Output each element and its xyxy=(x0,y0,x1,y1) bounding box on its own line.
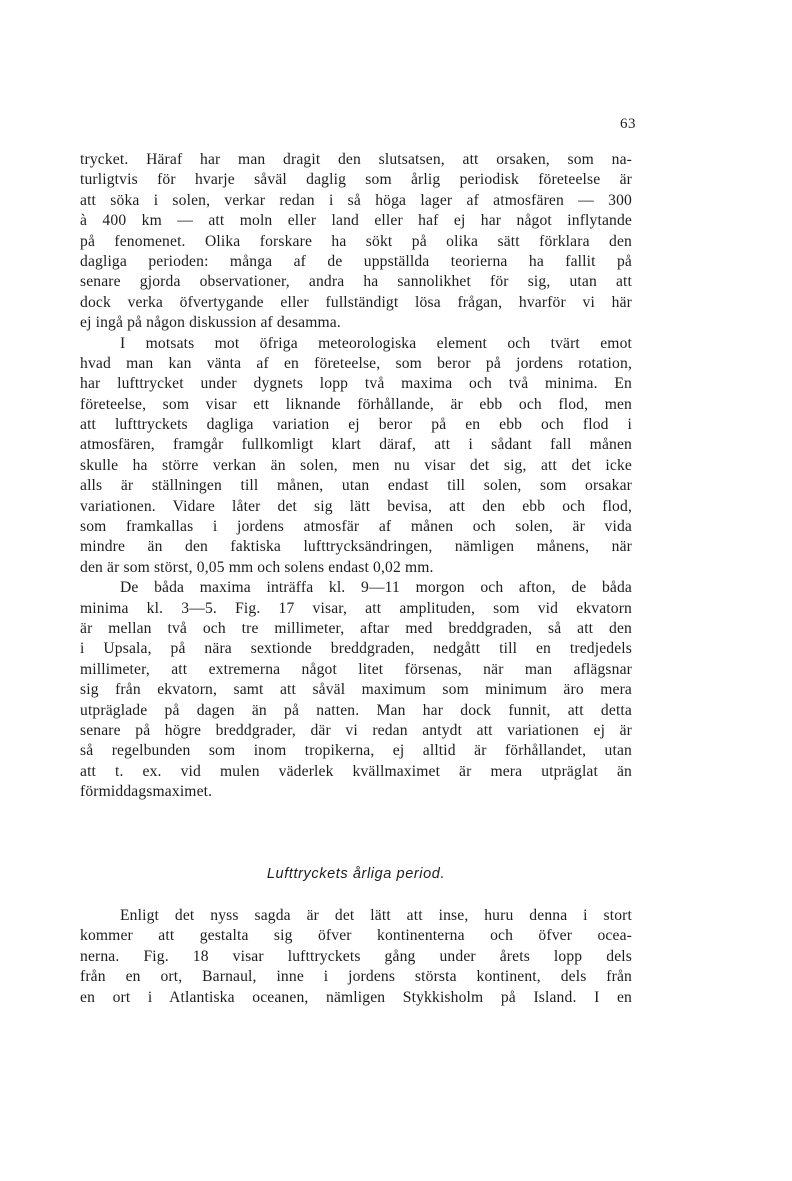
text-line: nerna. Fig. 18 visar lufttryckets gång under årets lopp dels xyxy=(80,947,632,965)
text-line: De båda maxima inträffa kl. 9—11 morgon och afton, de båda xyxy=(120,579,632,597)
text-line: att lufttryckets dagliga variation ej beror på en ebb och flod i xyxy=(80,416,632,434)
text-line: som framkallas i jordens atmosfär af månen och solen, är vida xyxy=(80,518,632,536)
text-line: att söka i solen, verkar redan i så höga lager af atmosfären — 300 xyxy=(80,191,632,209)
text-line: senare gjorda observationer, andra ha sannolikhet för sig, utan att xyxy=(80,273,632,291)
page-number: 63 xyxy=(620,116,636,132)
text-line: alls är ställningen till månen, utan endast till solen, som orsakar xyxy=(80,477,632,495)
text-line: skulle ha större verkan än solen, men nu visar det sig, att det icke xyxy=(80,456,632,474)
text-line: är mellan två och tre millimeter, aftar med breddgraden, så att den xyxy=(80,619,632,637)
text-line: trycket. Häraf har man dragit den slutsatsen, att orsaken, som na- xyxy=(80,151,632,168)
section-heading: Lufttryckets årliga period. xyxy=(266,866,446,882)
text-line: den är som störst, 0,05 mm och solens endast 0,02 mm. xyxy=(80,558,434,576)
paragraph-1 xyxy=(80,150,632,334)
text-line: att t. ex. vid mulen väderlek kvällmaximet är mera utpräglat än xyxy=(80,762,632,780)
text-line: minima kl. 3—5. Fig. 17 visar, att amplituden, som vid ekvatorn xyxy=(80,599,632,617)
text-line: mindre än den faktiska lufttrycksändringen, nämligen månens, när xyxy=(80,538,632,556)
text-line: à 400 km — att moln eller land eller haf ej har något inflytande xyxy=(80,212,632,230)
paragraph-4 xyxy=(80,906,632,1008)
text-line: turligtvis för hvarje såväl daglig som årlig periodisk företeelse är xyxy=(80,171,632,189)
text-line: så regelbunden som inom tropikerna, ej alltid är förhållandet, utan xyxy=(80,742,632,760)
text-line: ej ingå på någon diskussion af desamma. xyxy=(80,314,341,332)
section-text xyxy=(80,906,632,1008)
paragraph-3 xyxy=(80,578,632,802)
text-line: har lufttrycket under dygnets lopp två maxima och två minima. En xyxy=(80,375,632,393)
text-line: hvad man kan vänta af en företeelse, som beror på jordens rotation, xyxy=(80,354,632,372)
text-line: senare på högre breddgrader, där vi redan antydt att variationen ej är xyxy=(80,721,632,739)
text-line: millimeter, att extremerna något litet försenas, när man aflägsnar xyxy=(80,660,632,678)
text-line: utpräglade på dagen än på natten. Man har dock funnit, att detta xyxy=(80,701,632,719)
text-line: variationen. Vidare låter det sig lätt bevisa, att den ebb och flod, xyxy=(80,497,632,515)
text-line: förmiddagsmaximet. xyxy=(80,783,213,801)
text-line: dagliga perioden: många af de uppställda teorierna ha fallit på xyxy=(80,252,632,270)
text-line: i Upsala, på nära sextionde breddgraden, nedgått till en tredjedels xyxy=(80,640,632,658)
text-line: kommer att gestalta sig öfver kontinenterna och öfver ocea- xyxy=(80,927,632,945)
text-line: från en ort, Barnaul, inne i jordens största kontinent, dels från xyxy=(80,968,632,986)
text-line: företeelse, som visar ett liknande förhållande, är ebb och flod, men xyxy=(80,395,632,413)
text-line: I motsats mot öfriga meteorologiska element och tvärt emot xyxy=(120,334,632,352)
text-line: dock verka öfvertygande eller fullständigt lösa frågan, hvarför vi här xyxy=(80,293,632,311)
text-line: en ort i Atlantiska oceanen, nämligen Stykkisholm på Island. I en xyxy=(80,988,632,1006)
text-line: på fenomenet. Olika forskare ha sökt på olika sätt förklara den xyxy=(80,232,632,250)
text-line: atmosfären, framgår fullkomligt klart däraf, att i sådant fall månen xyxy=(80,436,632,454)
main-text xyxy=(80,150,632,803)
text-line: Enligt det nyss sagda är det lätt att inse, huru denna i stort xyxy=(120,907,632,924)
paragraph-2 xyxy=(80,334,632,579)
text-line: sig från ekvatorn, samt att såväl maximum som minimum äro mera xyxy=(80,681,632,699)
